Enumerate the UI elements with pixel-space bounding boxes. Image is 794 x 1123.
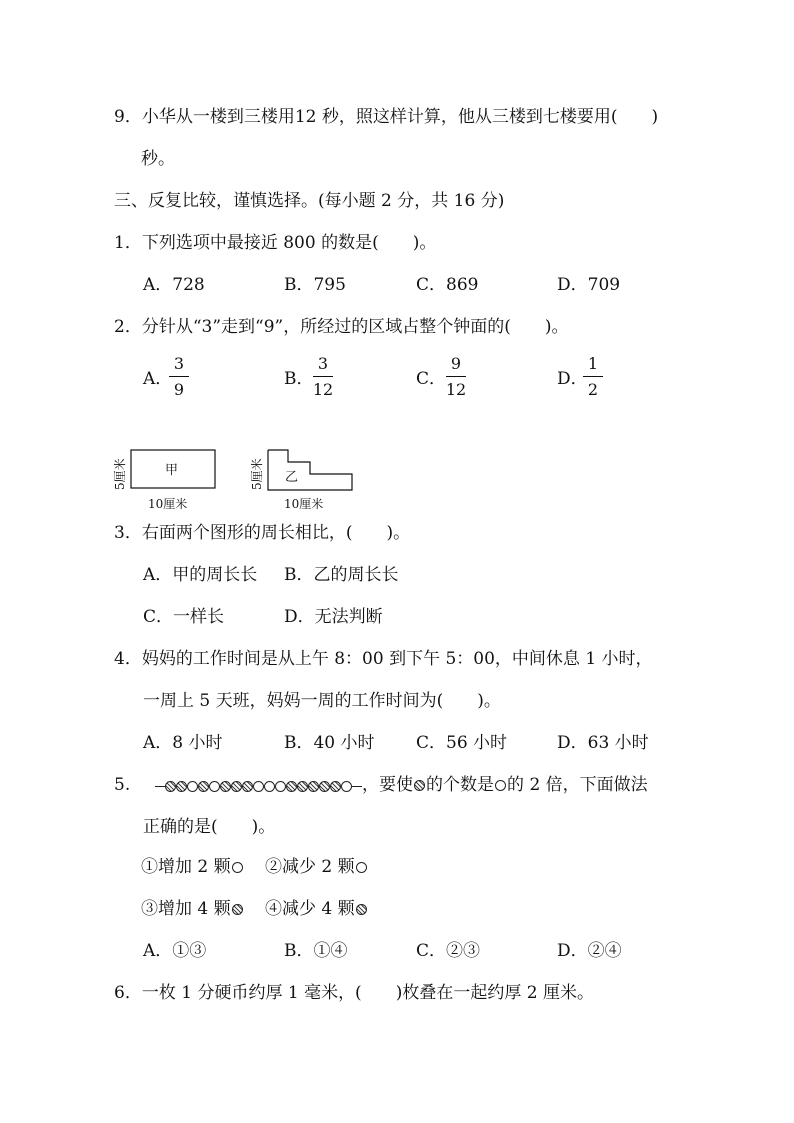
q2-option-d-fraction[interactable] [580,354,606,399]
q5-line2: 正确的是( )。 [143,817,276,837]
white-bead-icon [209,781,220,792]
bead-row [165,776,352,796]
section-heading: 三、反复比较，谨慎选择。(每小题 2 分，共 16 分) [114,191,505,211]
white-bead-icon [253,781,264,792]
grey-bead-icon [330,781,341,792]
white-bead-icon [187,781,198,792]
fraction-numerator: 3 [317,354,329,373]
perimeter-figure [108,446,368,516]
grey-bead-icon [356,904,367,915]
q9-line1: 9．小华从一楼到三楼用12 秒，照这样计算，他从三楼到七楼要用( ) [114,107,659,127]
q2-option-a-fraction[interactable] [166,354,192,399]
q5-choice-1-text: ①增加 2 颗 [141,857,231,877]
q5-choice-2 [265,856,368,878]
grey-bead-icon [176,781,187,792]
q3-stem: 3．右面两个图形的周长相比，( )。 [114,523,411,543]
q2-option-c-fraction[interactable] [443,354,469,399]
q4-line2: 一周上 5 天班，妈妈一周的工作时间为( )。 [143,691,501,711]
q5-choice-1 [141,856,244,878]
q5-option-c[interactable]: C．②③ [416,941,481,961]
grey-bead-icon [165,781,176,792]
grey-bead-icon [220,781,231,792]
q1-option-a[interactable]: A．728 [143,275,205,295]
q4-option-c[interactable]: C．56 小时 [416,733,508,753]
q5-stem-end: 的 2 倍，下面做法 [507,775,648,795]
white-bead-icon [232,862,243,873]
shape-jia-height-label: 5厘米 [113,458,127,490]
shape-yi-label: 乙 [285,470,299,485]
q5-choice-3-text: ③增加 4 颗 [141,899,231,919]
fraction-numerator: 9 [450,354,462,373]
q5-number: 5. [114,775,131,795]
fraction-bar [313,376,333,377]
fraction-bar [169,376,189,377]
shape-jia-width-label: 10厘米 [148,497,188,511]
q2-option-d-label[interactable]: D． [557,369,588,389]
grey-bead-icon [286,781,297,792]
q5-line1 [114,774,648,797]
grey-bead-icon [242,781,253,792]
q2-option-b-label[interactable]: B． [284,369,314,389]
white-bead-icon [341,781,352,792]
q5-choice-3 [141,898,244,920]
q1-option-c[interactable]: C．869 [416,275,479,295]
q2-stem: 2．分针从“3”走到“9”，所经过的区域占整个钟面的( )。 [114,317,569,337]
q4-option-b[interactable]: B．40 小时 [284,733,375,753]
bead-string [155,775,362,797]
grey-bead-icon [231,781,242,792]
fraction-numerator: 1 [587,354,599,373]
white-bead-icon [356,862,367,873]
fraction-denominator: 2 [587,380,599,399]
shape-yi-width-label: 10厘米 [284,497,324,511]
q2-option-a-label[interactable]: A． [143,369,173,389]
string-right-icon [352,786,362,787]
grey-bead-icon [308,781,319,792]
q1-option-d[interactable]: D．709 [557,275,621,295]
fraction-bar [446,376,466,377]
string-left-icon [155,786,165,787]
q2-option-c-label[interactable]: C． [416,369,447,389]
q5-choice-4 [265,898,368,920]
white-bead-icon [495,780,506,791]
q6-stem: 6．一枚 1 分硬币约厚 1 毫米，( )枚叠在一起约厚 2 厘米。 [114,983,594,1003]
q3-option-c[interactable]: C．一样长 [143,607,225,627]
shape-yi-height-label: 5厘米 [250,458,264,490]
grey-bead-icon [297,781,308,792]
q3-option-d[interactable]: D．无法判断 [284,607,383,627]
q1-stem: 1．下列选项中最接近 800 的数是( )。 [114,233,437,253]
shape-jia-label: 甲 [165,463,179,478]
q3-option-a[interactable]: A．甲的周长长 [143,565,258,585]
q4-option-a[interactable]: A．8 小时 [143,733,223,753]
q3-option-b[interactable]: B．乙的周长长 [284,565,399,585]
q4-option-d[interactable]: D．63 小时 [557,733,649,753]
grey-bead-icon [414,780,425,791]
q5-option-a[interactable]: A．①③ [143,941,207,961]
q5-option-d[interactable]: D．②④ [557,941,622,961]
q5-stem-mid: ，要使 [362,775,414,795]
grey-bead-icon [319,781,330,792]
fraction-denominator: 9 [173,380,185,399]
fraction-bar [583,376,603,377]
white-bead-icon [275,781,286,792]
q5-option-b[interactable]: B．①④ [284,941,348,961]
shape-yi-outline [268,450,352,490]
q2-option-b-fraction[interactable] [310,354,336,399]
fraction-denominator: 12 [312,380,334,399]
q5-stem-mid2: 的个数是 [426,775,495,795]
fraction-denominator: 12 [445,380,467,399]
white-bead-icon [264,781,275,792]
grey-bead-icon [232,904,243,915]
q9-line2: 秒。 [141,149,175,169]
q4-line1: 4．妈妈的工作时间是从上午 8：00 到下午 5：00，中间休息 1 小时， [114,649,653,669]
fraction-numerator: 3 [173,354,185,373]
grey-bead-icon [198,781,209,792]
q5-choice-4-text: ④减少 4 颗 [265,899,355,919]
q5-choice-2-text: ②减少 2 颗 [265,857,355,877]
q1-option-b[interactable]: B．795 [284,275,346,295]
